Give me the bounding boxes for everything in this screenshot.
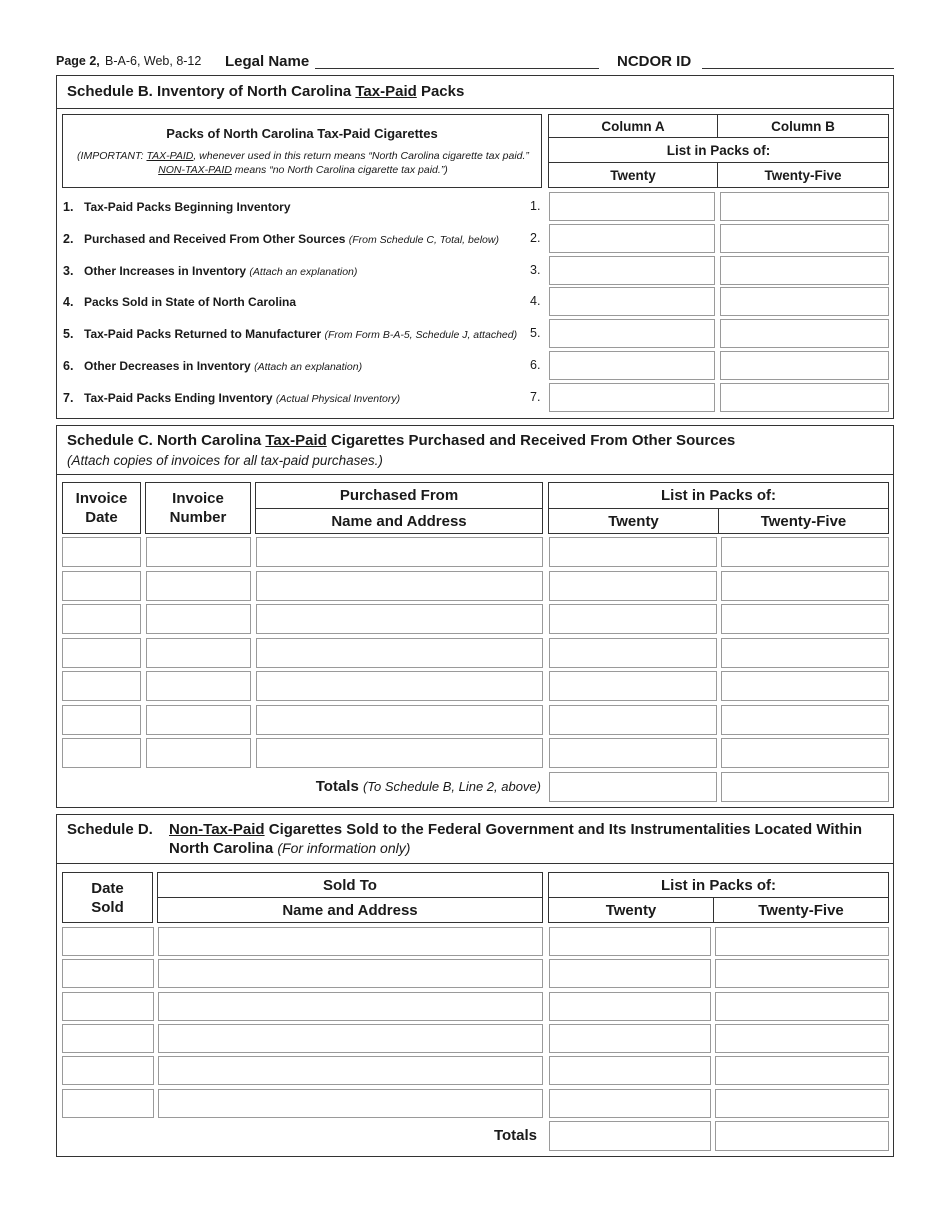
c-totals-label-group [316,778,541,795]
ncdor-id-field[interactable] [702,68,894,69]
line-note: (Attach an explanation) [254,361,363,373]
page-header [56,53,896,73]
c-totals-label: Totals [315,778,359,795]
page-label: Page 2, [56,54,100,68]
d-row-2-twenty-field[interactable] [549,959,711,988]
line-label-text: Purchased and Received From Other Sources [84,231,346,246]
c-name-address-header: Name and Address [255,508,543,534]
note-non-tax-paid: NON-TAX-PAID [158,164,232,176]
d-row-4-twenty-field[interactable] [549,1024,711,1053]
schedule-b-title-prefix: Schedule B. Inventory of North Carolina [67,83,356,100]
d-row-6-sold-to-field[interactable] [158,1089,543,1118]
schedule-b-title-underlined: Tax-Paid [355,83,417,100]
line-7-column-a-field[interactable] [549,383,715,412]
schedule-b-important-note [68,149,538,177]
schedule-b-desc-title: Packs of North Carolina Tax-Paid Cigarettes [166,126,438,141]
schedule-c-title-suffix: Cigarettes Purchased and Received From Other Sources [326,432,736,449]
line-number: 3. [63,263,74,278]
c-row-7-twenty-field[interactable] [549,738,717,768]
line-7-column-b-field[interactable] [720,383,889,412]
d-name-address-header: Name and Address [157,897,543,923]
d-twenty-five-header: Twenty-Five [713,897,889,923]
c-row-4-twenty-field[interactable] [549,638,717,668]
c-twenty-header: Twenty [548,508,719,534]
line-6-column-a-field[interactable] [549,351,715,380]
line-note: (From Schedule C, Total, below) [348,233,499,246]
c-row-1-invoice-date-field[interactable] [62,537,141,567]
d-row-2-sold-to-field[interactable] [158,959,543,988]
c-row-5-invoice-date-field[interactable] [62,671,141,701]
schedule-d-title-underlined: Non-Tax-Paid [169,821,265,838]
line-1-column-a-field[interactable] [549,192,715,221]
c-list-in-packs-header: List in Packs of: [548,482,889,509]
schedule-c-subtitle: (Attach copies of invoices for all tax-paid purchases.) [67,453,383,468]
d-row-6-twenty-field[interactable] [549,1089,711,1118]
list-in-packs-header: List in Packs of: [548,137,889,163]
c-row-6-invoice-number-field[interactable] [146,705,251,735]
c-row-2-twenty-field[interactable] [549,571,717,601]
note-part1: (IMPORTANT: [77,150,147,162]
c-totals-note: (To Schedule B, Line 2, above) [362,779,541,794]
schedule-c-title-divider [56,474,894,475]
line-2-column-b-field[interactable] [720,224,889,253]
line-ref: 7. [530,389,541,404]
d-row-5-twenty-five-field[interactable] [715,1056,889,1085]
c-row-6-twenty-field[interactable] [549,705,717,735]
line-3-column-b-field[interactable] [720,256,889,285]
d-row-3-sold-to-field[interactable] [158,992,543,1021]
d-list-in-packs-header: List in Packs of: [548,872,889,898]
d-row-2-twenty-five-field[interactable] [715,959,889,988]
d-row-3-twenty-field[interactable] [549,992,711,1021]
line-label-text: Tax-Paid Packs Returned to Manufacturer [84,327,322,342]
legal-name-label: Legal Name [225,53,310,70]
ncdor-id-label: NCDOR ID [617,53,692,70]
line-4-column-a-field[interactable] [549,287,715,316]
c-row-6-twenty-five-field[interactable] [721,705,889,735]
line-2-column-a-field[interactable] [549,224,715,253]
d-row-1-twenty-field[interactable] [549,927,711,956]
schedule-d-title-rest: Cigarettes Sold to the Federal Government and Its Instrumentalities Located Within [264,821,863,838]
d-row-4-sold-to-field[interactable] [158,1024,543,1053]
d-row-4-date-sold-field[interactable] [62,1024,154,1053]
c-row-3-purchased-from-field[interactable] [256,604,543,634]
line-label [84,295,296,309]
d-row-3-twenty-five-field[interactable] [715,992,889,1021]
c-row-6-invoice-date-field[interactable] [62,705,141,735]
d-total-twenty-field[interactable] [549,1121,711,1151]
c-row-3-twenty-five-field[interactable] [721,604,889,634]
d-totals-label: Totals [493,1127,537,1144]
d-row-5-date-sold-field[interactable] [62,1056,154,1085]
column-b-header: Column B [717,114,889,138]
d-row-1-date-sold-field[interactable] [62,927,154,956]
c-row-7-invoice-date-field[interactable] [62,738,141,768]
sold-to-header: Sold To [157,872,543,898]
d-row-5-twenty-field[interactable] [549,1056,711,1085]
c-row-6-purchased-from-field[interactable] [256,705,543,735]
line-number: 7. [63,390,74,405]
line-label-text: Packs Sold in State of North Carolina [84,295,297,310]
line-6-column-b-field[interactable] [720,351,889,380]
c-row-5-twenty-field[interactable] [549,671,717,701]
schedule-d-title-line2-text: North Carolina [169,840,274,857]
c-row-1-invoice-number-field[interactable] [146,537,251,567]
c-row-1-purchased-from-field[interactable] [256,537,543,567]
line-label-text: Other Increases in Inventory [84,263,247,278]
line-5-column-a-field[interactable] [549,319,715,348]
c-row-3-invoice-date-field[interactable] [62,604,141,634]
d-total-twenty-five-field[interactable] [715,1121,889,1151]
c-row-2-invoice-number-field[interactable] [146,571,251,601]
d-twenty-header: Twenty [548,897,714,923]
c-row-1-twenty-field[interactable] [549,537,717,567]
note-part2: , whenever used in this return means “North Carolina cigarette tax paid.” [193,150,529,162]
form-info: B-A-6, Web, 8-12 [105,54,202,68]
legal-name-field[interactable] [315,68,599,69]
schedule-c-title-prefix: Schedule C. North Carolina [67,432,266,449]
line-ref: 3. [530,262,541,277]
c-row-4-invoice-number-field[interactable] [146,638,251,668]
schedule-d-title-line2 [169,840,410,857]
d-row-1-twenty-five-field[interactable] [715,927,889,956]
line-label [84,200,291,214]
twenty-five-header: Twenty-Five [717,162,889,188]
invoice-date-header: Invoice Date [62,482,141,534]
line-4-column-b-field[interactable] [720,287,889,316]
c-total-twenty-five-field[interactable] [721,772,889,802]
line-ref: 2. [530,230,541,245]
note-part3: means “no North Carolina cigarette tax paid.”) [231,164,448,176]
line-ref: 4. [530,294,541,309]
line-number: 6. [63,359,74,373]
line-1-column-b-field[interactable] [720,192,889,221]
c-row-3-twenty-field[interactable] [549,604,717,634]
line-label [84,327,517,341]
line-number: 1. [63,200,74,214]
d-row-1-sold-to-field[interactable] [158,927,543,956]
line-label [84,232,499,246]
line-label-text: Tax-Paid Packs Beginning Inventory [84,200,291,214]
c-row-1-twenty-five-field[interactable] [721,537,889,567]
c-row-2-purchased-from-field[interactable] [256,571,543,601]
schedule-d-title-divider [56,863,894,864]
column-a-header: Column A [548,114,718,138]
invoice-number-header: Invoice Number [145,482,251,534]
line-number: 4. [63,295,74,310]
schedule-c-title-underlined: Tax-Paid [265,432,327,449]
d-row-6-twenty-five-field[interactable] [715,1089,889,1118]
c-row-4-twenty-five-field[interactable] [721,638,889,668]
c-row-2-invoice-date-field[interactable] [62,571,141,601]
c-twenty-five-header: Twenty-Five [718,508,889,534]
c-row-7-twenty-five-field[interactable] [721,738,889,768]
line-label [84,264,357,278]
c-row-7-invoice-number-field[interactable] [146,738,251,768]
schedule-d-title [169,821,862,838]
c-row-5-invoice-number-field[interactable] [146,671,251,701]
c-row-5-purchased-from-field[interactable] [256,671,543,701]
d-row-4-twenty-five-field[interactable] [715,1024,889,1053]
note-tax-paid: TAX-PAID [146,150,194,162]
d-row-3-date-sold-field[interactable] [62,992,154,1021]
line-number: 5. [63,327,74,342]
line-label-text: Other Decreases in Inventory [84,359,251,373]
schedule-b-title-divider [56,108,894,109]
c-row-5-twenty-five-field[interactable] [721,671,889,701]
line-note: (Actual Physical Inventory) [275,392,401,405]
purchased-from-header: Purchased From [255,482,543,509]
line-label-text: Tax-Paid Packs Ending Inventory [84,390,273,405]
d-row-2-date-sold-field[interactable] [62,959,154,988]
schedule-b-title [67,83,464,100]
schedule-d-title-line2-note: (For information only) [277,840,411,856]
line-note: (From Form B-A-5, Schedule J, attached) [324,329,518,342]
line-number: 2. [63,231,74,246]
c-row-4-purchased-from-field[interactable] [256,638,543,668]
c-total-twenty-field[interactable] [549,772,717,802]
line-note: (Attach an explanation) [249,265,358,278]
date-sold-header: Date Sold [62,872,153,923]
d-row-5-sold-to-field[interactable] [158,1056,543,1085]
line-label [84,391,400,405]
c-row-2-twenty-five-field[interactable] [721,571,889,601]
line-ref: 1. [530,199,541,213]
c-row-4-invoice-date-field[interactable] [62,638,141,668]
c-row-7-purchased-from-field[interactable] [256,738,543,768]
schedule-b-title-suffix: Packs [416,83,465,100]
schedule-d-title-lead: Schedule D. [67,821,153,838]
c-row-3-invoice-number-field[interactable] [146,604,251,634]
d-row-6-date-sold-field[interactable] [62,1089,154,1118]
line-ref: 6. [530,358,541,372]
twenty-header: Twenty [548,162,718,188]
line-ref: 5. [530,326,541,341]
line-label [84,359,362,373]
line-3-column-a-field[interactable] [549,256,715,285]
line-5-column-b-field[interactable] [720,319,889,348]
schedule-c-title [67,432,735,449]
